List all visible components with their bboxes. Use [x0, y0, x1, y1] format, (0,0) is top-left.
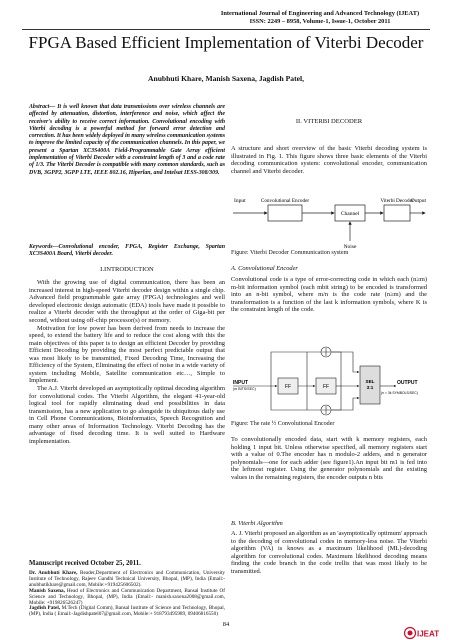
fig2-sel-sub: 3:1	[366, 385, 374, 390]
fig1-decoder-label: Viterbi Decoder	[380, 198, 414, 204]
section2-body: A structure and short overview of the basic Viterbi decoding system is illustrated in Fig. 1. This figure shows three basic elements of the Viterbi decoding communication system: convolutional encoder, communication channel and Viterbi decoder.	[231, 145, 427, 175]
figure1-caption: Figure: Viterbi Decoder Communication system	[231, 250, 349, 256]
author-bio	[29, 606, 225, 618]
fig1-input-label: Input	[234, 198, 246, 204]
manuscript-received: Manuscript received October 25, 2011.	[29, 560, 141, 567]
author-bios	[29, 571, 225, 618]
intro-paragraph: With the growing use of digital communication, there has been an increased interest in high-speed Viterbi decoder design within a single chip. Advanced field programmable gate array (FPGA) technologies and well developed electronic design automatic (EDA) tools have made it possible to realize a Viterbi decoder with the throughput at the order of Giga-bit per second, without using off-chip processor(s) or memory.	[29, 279, 225, 324]
author-bio	[29, 571, 225, 589]
paper-authors: Anubhuti Khare, Manish Saxena, Jagdish Patel,	[148, 74, 304, 83]
journal-name: International Journal of Engineering and Advanced Technology (IJEAT)	[220, 10, 420, 17]
bio-name: Manish Saxena,	[29, 587, 65, 594]
figure2-encoder-diagram	[231, 340, 427, 420]
figure2-caption: Figure: The rate ½ Convolutional Encoder	[231, 421, 335, 427]
fig2-input-sub: (m BITS/SEC)	[233, 387, 256, 391]
bio-text: Reader,Department of Electronics and Communication, University Institute of Technology, Rajeev Gandhi Technical University, Bhopal, (MP), India (Email:-anubhutikhare@gmail.com, Mobile:+919425606502).	[29, 570, 225, 588]
abstract: Abstract— It is well known that data transmissions over wireless channels are affected by attenuation, distortion, interference and noise, which affect the receiver's ability to receive correct information. Convolutional encoding with Viterbi decoding is a powerful method for forward error detection and correction. It has been widely deployed in many wireless communication systems to improve the limited capacity of the communication channels. In this paper, we present a Spartan XC3S400A Field-Programmable Gate Array efficient implementation of Viterbi Decoder with a constraint length of 3 and a code rate of 1/3. The Viterbi Decoder is compatible with many common standards, such as DVB, 3GPP2, 3GPP LTE, IEEE 802.16, Hiperlan, and Intelsat IESS-308/309.	[29, 104, 225, 176]
fig2-output-sub: (n = 3k SYMBOLS/SEC)	[381, 391, 418, 395]
journal-logo	[404, 626, 442, 640]
fig1-decoder-box	[384, 205, 410, 221]
fig1-output-label: Output	[410, 198, 426, 204]
subsection-b-heading: B. Viterbi Algorithm	[231, 520, 283, 527]
subsection-b-body: A. J. Viterbi proposed an algorithm as an 'asymptotically optimum' approach to the decoding of convolutional codes in memory-less noise. The Viterbi algorithm (VA) is knows as a maximum likelihood (ML)-decoding algorithm for convolutional codes. Maximum likelihood decoding means finding the code branch in the code trellis that was most likely to be transmitted.	[231, 530, 427, 575]
fig2-input-label: INPUT	[233, 380, 248, 386]
intro-paragraph: Motivation for low power has been derived from needs to increase the speed, to extend the battery life and to reduce the cost along with this the main objectives of this paper is to design an efficient Decoder by providing Efficient Decoding by providing the most perfect predictable output that was most likely to be transmitted, Fixed Decoding Time, Increasing the Efficiency of the System, Eliminating the effect of noise in a wide variety of system including Mobile, Satellite communication etc…, Simple to Implement.	[29, 324, 225, 384]
journal-issn: ISSN: 2249 – 8958, Volume-1, Issue-1, October 2011	[249, 18, 391, 25]
fig1-channel-label: Channel	[340, 211, 360, 217]
logo-text: IJEAT	[417, 629, 440, 639]
figure1-block-diagram	[231, 193, 427, 249]
paper-title: FPGA Based Efficient Implementation of Viterbi Decoder	[28, 33, 424, 52]
intro-heading: I.INTRODUCTION	[100, 266, 154, 273]
fig1-encoder-label: Convolutional Encoder	[260, 198, 310, 204]
bio-text: M.Tech (Digital Comm), Bansal Institute of Science and Technology, Bhopal, (MP), India ( Email:-Jagdishpatel07@gmail.com, Mobile:+ 918793495989, 09406816550)	[29, 605, 225, 618]
subsection-a-body: Convolutional code is a type of error-correcting code in which each (n≥m) m-bit information symbol (each mbit string) to be encoded is transformed into an n-bit symbol, where m/n is the code rate (n≥m) and the transformation is a function of the last k information symbols, where K is the constraint length of the code.	[231, 276, 427, 314]
journal-header	[195, 10, 445, 26]
subsection-a-heading: A. Convolutional Encoder	[231, 265, 298, 272]
author-bio	[29, 589, 225, 607]
header-rule	[22, 29, 430, 30]
fig1-encoder-box	[268, 205, 302, 221]
section2-heading: II. VITERBI DECODER	[295, 118, 363, 125]
keywords: Keywords—Convolutional encoder, FPGA, Register Exchange, Spartan XC3S400A Board, Viterbi decoder.	[29, 244, 225, 258]
intro-paragraph: The A.J. Viterbi developed an asymptotically optimal decoding algorithm for convolutional codes. The Viterbi Algorithm, the elegant 41-year-old logical tool for rapidly eliminating dead end possibilities in data transmission, has a new application to go alongside its ubiquitous daily use in Cell Phone Communications, Bioinformatics, Speech Recognition and many other areas of Information Technology. Viterbi Decoding has the advantage of fixed decoding time. It is well suited to Hardware implementation.	[29, 385, 225, 445]
fig2-ff2-label: FF	[322, 384, 330, 390]
bio-text: Head of Electronics and Communication Department, Bansal Institute Of Science and Technology, Bhopal, (MP), India (Email:- manish.saxena2008@gmail.com, Mobile: +919826526247)	[29, 587, 225, 606]
fig1-noise-label: Noise	[343, 244, 357, 249]
encoder-description: To convolutionally encoded data, start with k memory registers, each holding 1 input bit. Unless otherwise specified, all memory registers start with a value of 0.The encoder has n modulo-2 adders, and n generator polynomials—one for each adder (see figure1).An input bit m1 is fed into the leftmost register. Using the generator polynomials and the existing values in the remaining registers, the encoder outputs n bits	[231, 436, 427, 481]
bio-name: Dr. Anubhuti Khare,	[29, 570, 78, 576]
bio-name: Jagdish Patel,	[29, 605, 61, 612]
fig2-sel-label: SEL	[365, 379, 375, 384]
fig2-output-label: OUTPUT	[397, 380, 418, 386]
page-number: 84	[222, 621, 230, 628]
intro-body	[29, 279, 225, 446]
fig2-ff1-label: FF	[284, 384, 292, 390]
